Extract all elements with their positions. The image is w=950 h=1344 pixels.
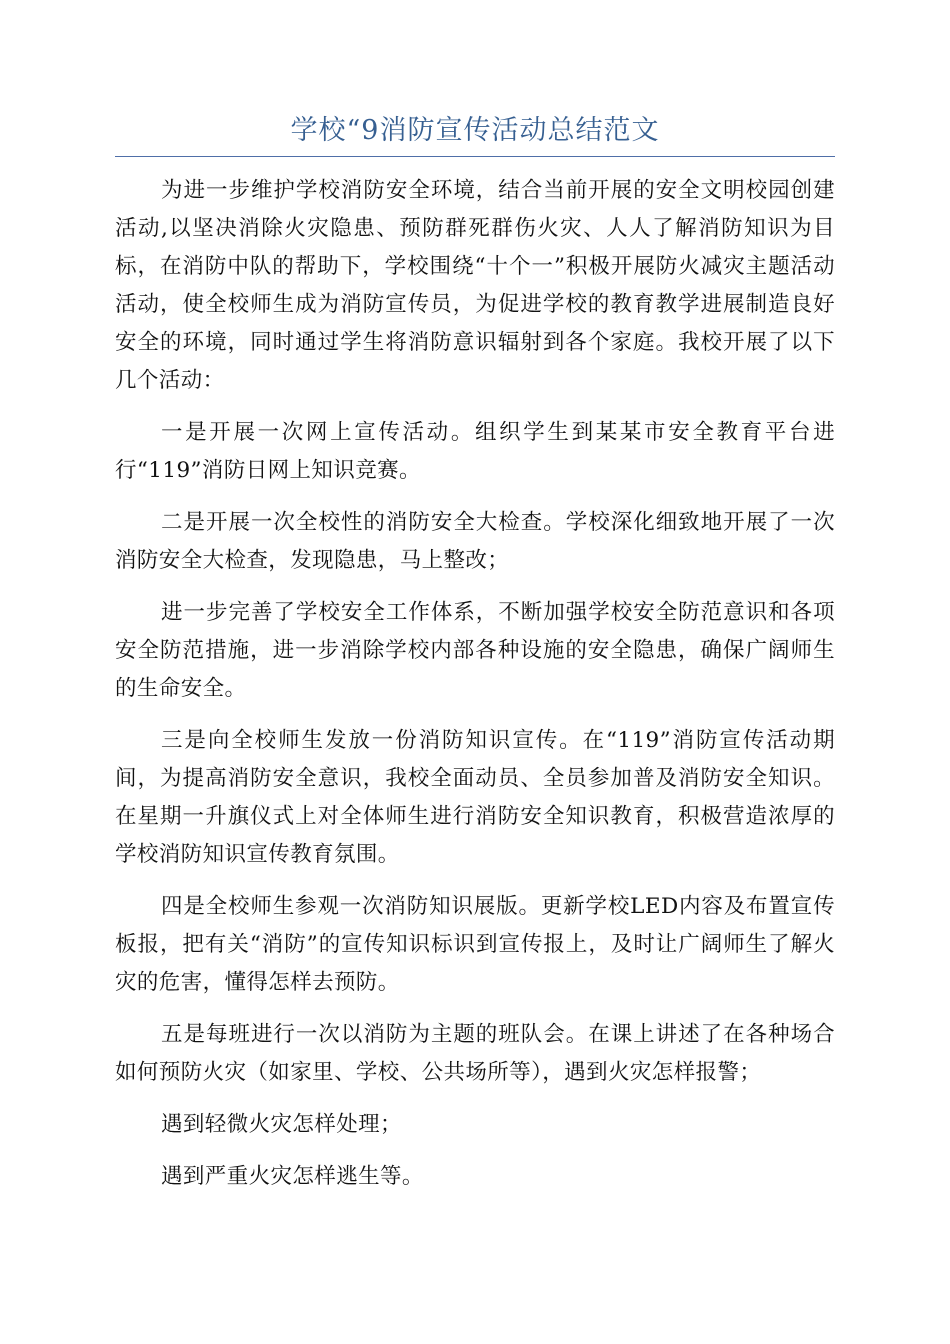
paragraph-activity-5: 五是每班进行一次以消防为主题的班队会。在课上讲述了在各种场合如何预防火灾（如家里、学校、公共场所等），遇到火灾怎样报警；: [115, 1022, 835, 1085]
paragraph-minor-fire: 遇到轻微火灾怎样处理；: [161, 1112, 402, 1137]
paragraph-activity-3: 三是向全校师生发放一份消防知识宣传。在“119”消防宣传活动期间，为提高消防安全意识，我校全面动员、全员参加普及消防安全知识。在星期一升旗仪式上对全体师生进行消防安全知识教育，积极营造浓厚的学校消防知识宣传教育氛围。: [115, 728, 835, 867]
paragraph-activity-4: 四是全校师生参观一次消防知识展版。更新学校LED内容及布置宣传板报，把有关“消防”的宣传知识标识到宣传报上，及时让广阔师生了解火灾的危害，懂得怎样去预防。: [115, 894, 835, 995]
paragraph-activity-2: 二是开展一次全校性的消防安全大检查。学校深化细致地开展了一次消防安全大检查，发现隐患，马上整改；: [115, 510, 835, 573]
paragraph-intro: 为进一步维护学校消防安全环境，结合当前开展的安全文明校园创建活动,以坚决消除火灾隐患、预防群死群伤火灾、人人了解消防知识为目标，在消防中队的帮助下，学校围绕“十个一”积极开展防火减灾主题活动活动，使全校师生成为消防宣传员，为促进学校的教育教学进展制造良好安全的环境，同时通过学生将消防意识辐射到各个家庭。我校开展了以下几个活动：: [115, 178, 835, 393]
title-block: [115, 112, 835, 157]
paragraph-activity-2-detail: 进一步完善了学校安全工作体系，不断加强学校安全防范意识和各项安全防范措施，进一步消除学校内部各种设施的安全隐患，确保广阔师生的生命安全。: [115, 600, 835, 701]
paragraph-activity-1: 一是开展一次网上宣传活动。组织学生到某某市安全教育平台进行“119”消防日网上知识竞赛。: [115, 420, 835, 483]
paragraph-serious-fire: 遇到严重火灾怎样逃生等。: [161, 1164, 424, 1189]
document-title: 学校“9消防宣传活动总结范文: [290, 115, 660, 146]
document-body: [115, 172, 835, 1210]
